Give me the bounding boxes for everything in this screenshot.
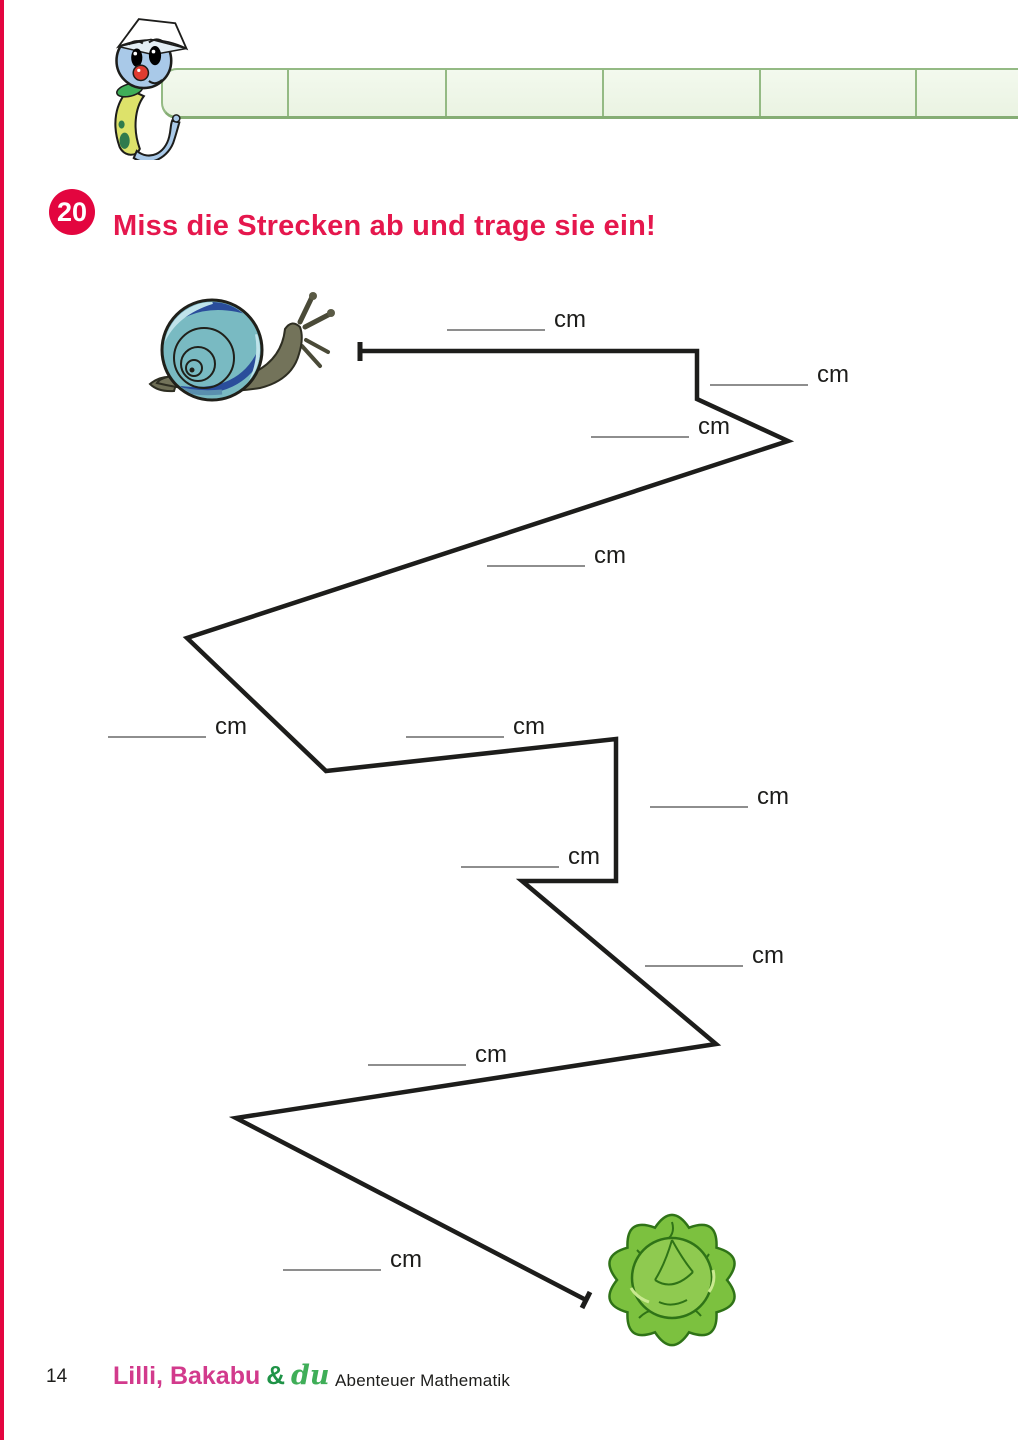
measurement-blank-line[interactable] [368,1044,466,1066]
measurement-blank-line[interactable] [447,309,545,331]
lettuce-head [632,1238,712,1318]
measurement-blank-line[interactable] [406,716,504,738]
path-polyline [187,351,788,1300]
cm-unit-label: cm [757,783,789,810]
logo-text-du: du [291,1360,330,1391]
logo-ampersand: & [266,1360,286,1390]
brand-logo [113,1360,330,1390]
cm-unit-label: cm [554,306,586,333]
series-title: Abenteuer Mathematik [335,1371,511,1390]
page-number: 14 [46,1366,68,1387]
cm-label [645,942,784,969]
task-instruction: Miss die Strecken ab und trage sie ein! [113,210,656,242]
measurement-blank-line[interactable] [591,416,689,438]
cm-unit-label: cm [594,542,626,569]
measurement-blank-line[interactable] [283,1249,381,1271]
measurement-blank-line[interactable] [461,846,559,868]
cm-label [368,1041,507,1068]
cm-unit-label: cm [568,843,600,870]
cm-label [650,783,789,810]
cm-label [283,1246,422,1273]
measurement-blank-line[interactable] [108,716,206,738]
measurement-blank-line[interactable] [487,545,585,567]
cm-label [710,361,849,388]
cm-unit-label: cm [390,1246,422,1273]
measurement-blank-line[interactable] [645,945,743,967]
cm-label [108,713,247,740]
cm-unit-label: cm [817,361,849,388]
measurement-blank-line[interactable] [650,786,748,808]
logo-text-lilli-bakabu: Lilli, Bakabu [113,1362,261,1390]
measurement-blank-line[interactable] [710,364,808,386]
cm-unit-label: cm [475,1041,507,1068]
cm-unit-label: cm [215,713,247,740]
cm-label [406,713,545,740]
cm-label [447,306,586,333]
cm-label [591,413,730,440]
lettuce-illustration [597,1212,747,1352]
cm-label [461,843,600,870]
cm-unit-label: cm [513,713,545,740]
cm-unit-label: cm [752,942,784,969]
cm-label [487,542,626,569]
task-number: 20 [56,196,88,227]
cm-unit-label: cm [698,413,730,440]
